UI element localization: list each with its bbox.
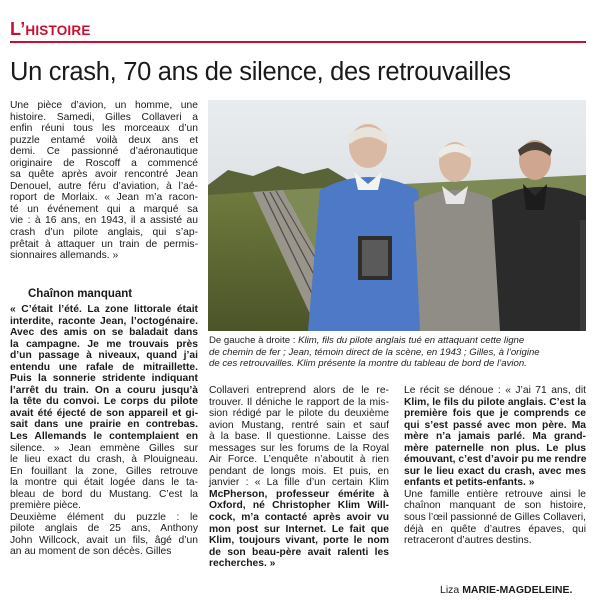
col2-line: Oxford, né Christopher Klim Will- (209, 500, 389, 512)
column-3-text (404, 385, 586, 547)
col3-line: Klim, le fils du pilote anglais. C’est la (404, 396, 586, 408)
intro-line: demi. Ce passionné d’aéronautique (10, 146, 198, 158)
col3-line: sur le lieu exact du crash, avec mes (404, 465, 586, 477)
intro-line: puzzle entamé voilà deux ans et (10, 134, 198, 146)
col1-line: pilote anglais de 25 ans, Anthony (10, 523, 198, 535)
col1-line: la campagne. Je me trouvais près (10, 338, 198, 350)
col1-line: silence. » Jean emmène Gilles sur (10, 442, 198, 454)
col1-line: l’arrêt du train. On a couru jusqu’à (10, 384, 198, 396)
col1-line: John Willcock, avait un fils, âgé d’un (10, 534, 198, 546)
kicker-rest: HISTOIRE (25, 23, 91, 38)
headline: Un crash, 70 ans de silence, des retrouvailles (10, 58, 511, 86)
intro-line: sionnaires allemands. » (10, 250, 119, 262)
col2-line: Klim, toujours vivant, porte le nom (209, 535, 389, 547)
kicker-apostrophe: ’ (20, 19, 26, 39)
col1-line: avait été éjecté de son appareil et gi- (10, 407, 198, 419)
author-first-name: Liza (440, 584, 463, 596)
intro-line: enfin réuni tous les morceaux d’un (10, 123, 198, 135)
caption-lead: De gauche à droite : (209, 335, 299, 346)
article-photo (208, 100, 586, 331)
photo-caption (209, 335, 586, 370)
intro-line: Denouel, autre féru d’aviation, à l’aé- (10, 180, 198, 192)
col1-line: Puis la sonnerie stridente indiquant (10, 373, 198, 385)
caption-line-1: Klim, fils du pilote anglais tué en attaquant cette ligne (298, 335, 525, 346)
intro-line: té un événement qui a marqué sa (10, 203, 198, 215)
author-last-name: MARIE-MAGDELEINE. (462, 584, 573, 596)
col1-line: première pièce. (10, 500, 81, 512)
col3-line: mère paternelle non plus. Le plus (404, 442, 586, 454)
col3-line: chaînon manquant de son histoire, (404, 500, 586, 512)
col3-line: qui s’est passé avec mon père. Ma (404, 419, 586, 431)
col2-line: mon post sur Internet. Le fait que (209, 523, 389, 535)
col2-line: cock, m’a contacté après avoir vu (209, 512, 389, 524)
col1-line: le lieu exact du crash, à Plouigneau. (10, 454, 198, 466)
col3-line: déjà en quête d’autres épaves, qui (404, 523, 586, 535)
col2-line: McPherson, professeur émérite à (209, 488, 389, 500)
col3-line: retraceront d’autres destins. (404, 535, 532, 547)
col1-line: Les Allemands le contemplaient en (10, 431, 198, 443)
intro-line: histoire. Samedi, Gilles Collaveri a (10, 111, 198, 123)
col2-line: sion rédigé par le pilote du deuxième (209, 408, 389, 420)
col3-line: enfants et petits-enfants. » (404, 477, 535, 489)
col2-line: janvier : « La fille d’un certain Klim (209, 477, 389, 489)
subhead: Chaînon manquant (28, 288, 133, 300)
col1-line: « C’était l’été. La zone littorale était (10, 304, 198, 315)
col3-line: Le récit se dénoue : « J’ai 71 ans, dit (404, 385, 586, 396)
col3-line: sous l’œil passionné de Gilles Collaveri, (404, 512, 586, 524)
section-kicker (10, 19, 91, 40)
col2-line: de son beau-père avait ralenti les (209, 546, 389, 558)
intro-paragraph (10, 100, 198, 262)
col1-line: an au moment de son décès. Gilles (10, 546, 172, 558)
col3-line: Une famille entière retrouve ainsi le (404, 488, 586, 500)
col2-line: messages sur les forums de la Royal (209, 442, 389, 454)
intro-line: vie : à 16 ans, en 1943, il a assisté au (10, 215, 198, 227)
kicker-rule (10, 41, 586, 43)
col1-line: Avec des amis on se baladait dans (10, 327, 198, 339)
col1-line: la montre qui était logée dans le ta- (10, 477, 198, 489)
intro-line: Une pièce d’avion, un homme, une (10, 100, 198, 111)
intro-line: prêtait à attaquer un train de permis- (10, 238, 198, 250)
col1-line: interdite, raconte Jean, l’octogénaire. (10, 315, 198, 327)
col1-line: En fouillant la zone, Gilles retrouve (10, 465, 198, 477)
col2-line: recherches. » (209, 558, 276, 570)
col3-line: émouvant, c’est d’avoir pu me rendre (404, 454, 587, 466)
column-1-text (10, 304, 198, 558)
col2-line: avion Mustang, rentré sain et sauf (209, 419, 389, 431)
intro-line: originaire de Roscoff a commencé (10, 157, 198, 169)
col1-line: d’un passage à niveaux, quand j’ai (10, 350, 198, 362)
col1-line: la tête du convoi. Le corps du pilote (10, 396, 198, 408)
col2-line: Collaveri entreprend alors de le re- (209, 385, 389, 396)
intro-line: roport de Morlaix. « Jean m’a racon- (10, 192, 198, 204)
col2-line: trouver. Il déniche le rapport de la mis- (209, 396, 389, 408)
col1-line: entendu une rafale de mitraillette. (10, 361, 198, 373)
intro-line: crash d’un pilote anglais, qui s’ap- (10, 227, 198, 239)
intro-line: sa quête après avoir rencontré Jean (10, 169, 198, 181)
col1-line: sait dans une prairie en contrebas. (10, 419, 198, 431)
caption-line-2: de chemin de fer ; Jean, témoin direct de la scène, en 1943 ; Gilles, à l’origine (209, 346, 540, 358)
col3-line: mère n’a jamais parlé. Ma grand- (404, 431, 586, 443)
col2-line: Air Force. L’enquête n’aboutit à rien (209, 454, 389, 466)
author-signature (440, 584, 572, 596)
col2-line: pendant de longs mois. Et puis, en (209, 465, 389, 477)
col2-line: à la base. Il questionne. Laisse des (209, 431, 389, 443)
col1-line: Deuxième élément du puzzle : le (10, 511, 198, 523)
col1-line: bleau de bord du Mustang. C’est la (10, 488, 198, 500)
caption-line-3: de ces retrouvailles. Klim présente la montre du tableau de bord de l’avion. (209, 358, 527, 370)
column-2-text (209, 385, 389, 570)
kicker-initial: L (10, 19, 21, 39)
col3-line: première fois que je comprends ce (404, 408, 586, 420)
